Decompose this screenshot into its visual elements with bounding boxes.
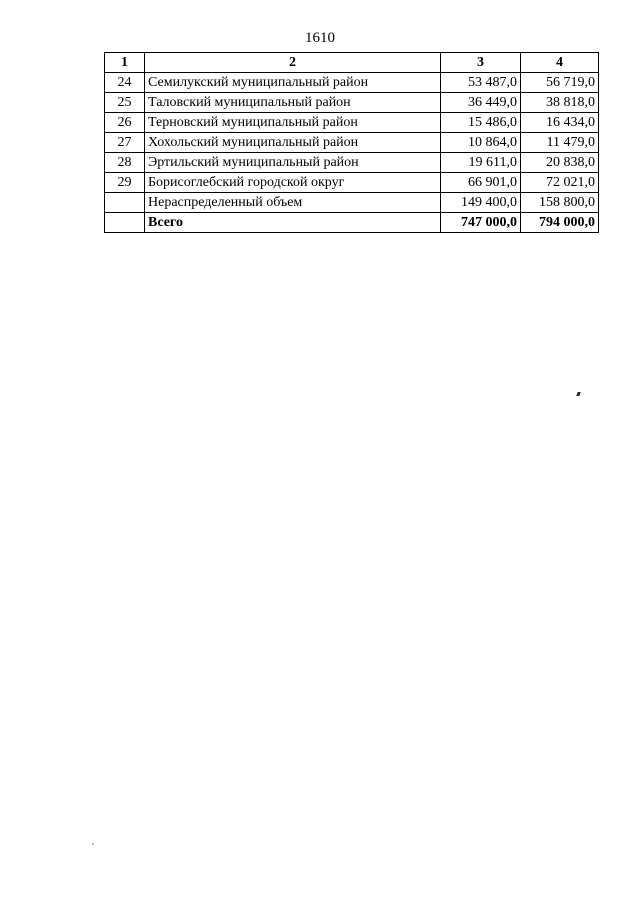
value-col-3: 15 486,0 bbox=[441, 113, 521, 133]
column-header-2: 2 bbox=[145, 53, 441, 73]
table-row bbox=[105, 73, 599, 93]
scan-speck bbox=[576, 392, 580, 396]
row-number: 28 bbox=[105, 153, 145, 173]
value-col-3: 19 611,0 bbox=[441, 153, 521, 173]
value-col-4: 16 434,0 bbox=[521, 113, 599, 133]
value-col-3: 149 400,0 bbox=[441, 193, 521, 213]
table-row bbox=[105, 113, 599, 133]
total-col-3: 747 000,0 bbox=[441, 213, 521, 233]
scan-speck bbox=[92, 843, 94, 845]
total-row bbox=[105, 213, 599, 233]
allocation-table bbox=[104, 52, 599, 233]
table-row bbox=[105, 133, 599, 153]
total-label: Всего bbox=[145, 213, 441, 233]
table-row bbox=[105, 153, 599, 173]
district-name: Борисоглебский городской округ bbox=[145, 173, 441, 193]
district-name: Эртильский муниципальный район bbox=[145, 153, 441, 173]
table-row bbox=[105, 193, 599, 213]
value-col-4: 20 838,0 bbox=[521, 153, 599, 173]
value-col-3: 66 901,0 bbox=[441, 173, 521, 193]
row-number bbox=[105, 213, 145, 233]
value-col-3: 10 864,0 bbox=[441, 133, 521, 153]
total-col-4: 794 000,0 bbox=[521, 213, 599, 233]
column-header-4: 4 bbox=[521, 53, 599, 73]
row-number: 24 bbox=[105, 73, 145, 93]
value-col-4: 38 818,0 bbox=[521, 93, 599, 113]
district-name: Хохольский муниципальный район bbox=[145, 133, 441, 153]
row-number bbox=[105, 193, 145, 213]
column-header-3: 3 bbox=[441, 53, 521, 73]
table-row bbox=[105, 93, 599, 113]
district-name: Таловский муниципальный район bbox=[145, 93, 441, 113]
value-col-4: 56 719,0 bbox=[521, 73, 599, 93]
value-col-3: 36 449,0 bbox=[441, 93, 521, 113]
table-header-row bbox=[105, 53, 599, 73]
row-number: 26 bbox=[105, 113, 145, 133]
value-col-4: 11 479,0 bbox=[521, 133, 599, 153]
district-name: Терновский муниципальный район bbox=[145, 113, 441, 133]
row-number: 25 bbox=[105, 93, 145, 113]
value-col-4: 72 021,0 bbox=[521, 173, 599, 193]
row-number: 27 bbox=[105, 133, 145, 153]
value-col-3: 53 487,0 bbox=[441, 73, 521, 93]
column-header-1: 1 bbox=[105, 53, 145, 73]
district-name: Семилукский муниципальный район bbox=[145, 73, 441, 93]
page-number: 1610 bbox=[305, 30, 335, 46]
district-name: Нераспределенный объем bbox=[145, 193, 441, 213]
value-col-4: 158 800,0 bbox=[521, 193, 599, 213]
table-row bbox=[105, 173, 599, 193]
row-number: 29 bbox=[105, 173, 145, 193]
